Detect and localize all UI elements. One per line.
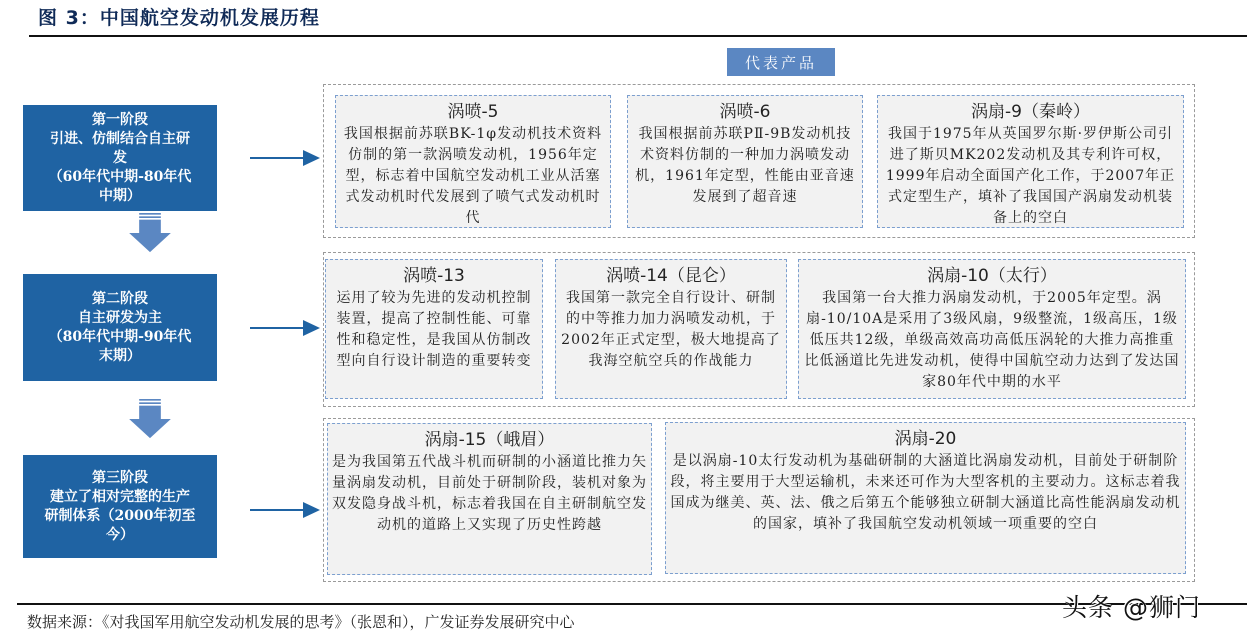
right-arrow-icon	[250, 150, 320, 166]
figure-title: 图 3：中国航空发动机发展历程	[38, 7, 320, 29]
product-card	[627, 95, 863, 228]
product-card	[325, 259, 543, 399]
stage-3-line: 第三阶段	[92, 469, 148, 486]
representative-products-label: 代表产品	[727, 48, 835, 76]
product-description: 我国于1975年从英国罗尔斯·罗伊斯公司引进了斯贝MK202发动机及其专利许可权，1999年启动全面国产化工作，于2007年正式定型生产，填补了我国国产涡扇发动机装备上的空白	[885, 126, 1176, 226]
product-card	[327, 423, 652, 575]
title-divider	[29, 35, 1247, 37]
product-card	[335, 95, 611, 228]
stage-2-line: （80年代中期-90年代	[48, 328, 192, 345]
product-title: 涡喷-6	[719, 102, 771, 122]
product-title: 涡喷-14（昆仑）	[606, 266, 736, 286]
product-card	[798, 259, 1186, 399]
product-title: 涡扇-10（太行）	[927, 266, 1057, 286]
right-arrow-icon	[250, 502, 320, 518]
product-title: 涡扇-9（秦岭）	[971, 102, 1090, 122]
right-arrow-icon	[250, 320, 320, 336]
product-title: 涡喷-13	[403, 266, 465, 286]
product-description: 我国根据前苏联BK-1φ发动机技术资料仿制的第一款涡喷发动机，1956年定型，标志着中国航空发动机工业从活塞式发动机时代发展到了喷气式发动机时代	[343, 126, 603, 226]
down-arrow-icon	[125, 213, 175, 253]
stage-3-box	[23, 455, 217, 558]
product-description: 我国根据前苏联PⅡ-9B发动机技术资料仿制的一种加力涡喷发动机，1961年定型，性能由亚音速发展到了超音速	[635, 126, 855, 205]
product-description: 是为我国第五代战斗机而研制的小涵道比推力矢量涡扇发动机，目前处于研制阶段，装机对象为双发隐身战斗机，标志着我国在自主研制航空发动机的道路上又实现了历史性跨越	[332, 454, 647, 533]
product-card	[665, 422, 1186, 574]
product-card	[555, 259, 787, 399]
stage-2-line: 第二阶段	[92, 290, 148, 307]
product-title: 涡扇-20	[894, 429, 957, 449]
stage-3-line: 建立了相对完整的生产	[50, 488, 190, 505]
product-description: 运用了较为先进的发动机控制装置，提高了控制性能、可靠性和稳定性，是我国从仿制改型向自行设计制造的重要转变	[336, 290, 532, 369]
stage-1-line: （60年代中期-80年代	[48, 168, 192, 185]
product-card	[877, 95, 1184, 228]
product-title: 涡扇-15（峨眉）	[424, 430, 555, 450]
stage-3-line: 今）	[106, 526, 134, 543]
stage-1-line: 引进、仿制结合自主研	[50, 130, 190, 147]
stage-2-line: 末期）	[99, 347, 141, 364]
source-note: 数据来源：《对我国军用航空发动机发展的思考》（张恩和），广发证券发展研究中心	[27, 613, 575, 631]
watermark: 头条 @狮门	[1062, 593, 1201, 622]
product-description: 我国第一台大推力涡扇发动机，于2005年定型。涡扇-10/10A是采用了3级风扇，9级整流，1级高压，1级低压共12级，单级高效高功高低压涡轮的大推力高推重比低涵道比先进发动机，使得中国航空动力达到了发达国家80年代中期的水平	[804, 290, 1180, 390]
product-description: 是以涡扇-10太行发动机为基础研制的大涵道比涡扇发动机，目前处于研制阶段，将主要用于大型运输机，未来还可作为大型客机的主要动力。这标志着我国成为继美、英、法、俄之后第五个能够独立研制大涵道比高性能涡扇发动机的国家，填补了我国航空发动机领域一项重要的空白	[670, 453, 1181, 532]
stage-1-box	[23, 105, 217, 211]
stage-1-line: 第一阶段	[92, 111, 148, 128]
stage-2-line: 自主研发为主	[78, 309, 162, 326]
stage-1-line: 发	[113, 149, 127, 166]
stage-2-box	[23, 274, 217, 381]
product-description: 我国第一款完全自行设计、研制的中等推力加力涡喷发动机，于2002年正式定型，极大地提高了我海空航空兵的作战能力	[561, 290, 781, 369]
down-arrow-icon	[125, 399, 175, 439]
stage-3-line: 研制体系（2000年初至	[44, 507, 196, 524]
stage-1-line: 中期）	[99, 187, 141, 204]
product-title: 涡喷-5	[447, 102, 499, 122]
